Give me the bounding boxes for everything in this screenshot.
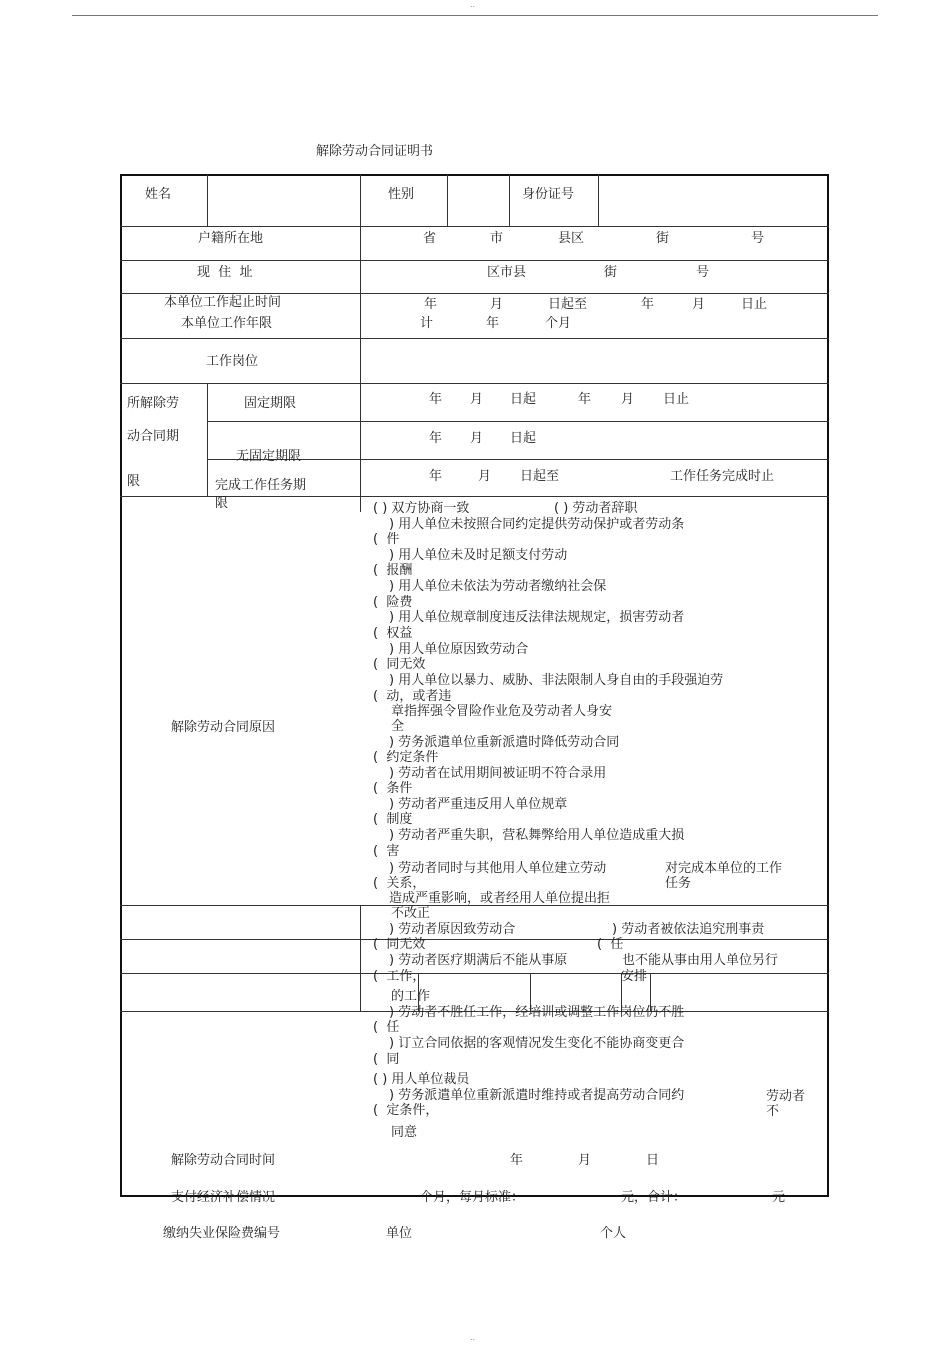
- reason-line: ( 约定条件: [373, 750, 439, 765]
- row-divider: [120, 260, 829, 261]
- reason-line: ) 劳动者被依法追究刑事责: [612, 922, 765, 937]
- footer-mark: ..: [470, 1333, 476, 1342]
- fixed-end-year: 年: [578, 392, 592, 407]
- termination-date-day: 日: [646, 1153, 660, 1168]
- termination-date-year: 年: [510, 1153, 524, 1168]
- col-divider: [207, 174, 208, 226]
- household-county: 县区: [558, 231, 585, 246]
- reason-line: ) 劳动者原因致劳动合: [389, 922, 516, 937]
- row-divider: [120, 939, 829, 940]
- reason-line: ( 定条件，: [373, 1103, 439, 1118]
- task-start-year: 年: [429, 469, 443, 484]
- name-label: 姓名: [145, 187, 172, 202]
- id-number-label: 身份证号: [522, 187, 575, 202]
- compensation-total-label: 元，合计：: [621, 1190, 687, 1205]
- termination-date-label: 解除劳动合同时间: [171, 1153, 276, 1168]
- reason-line: ) 用人单位未按照合同约定提供劳动保护或者劳动条: [389, 517, 685, 532]
- reason-line: ) 劳动者不胜任工作，经培训或调整工作岗位仍不胜: [389, 1005, 685, 1020]
- col-divider: [598, 174, 599, 226]
- col-divider: [360, 174, 361, 512]
- household-number: 号: [751, 231, 765, 246]
- reason-line: ) 劳动者医疗期满后不能从事原: [389, 953, 568, 968]
- row-divider: [208, 459, 829, 460]
- reason-line: 任务: [665, 876, 692, 891]
- open-term-label: 无固定期限: [236, 449, 302, 464]
- reason-line: ) 劳动者在试用期间被证明不符合录用: [389, 766, 607, 781]
- reason-line: 不: [766, 1104, 780, 1119]
- fixed-end-month: 月: [621, 392, 635, 407]
- compensation-unit: 元: [772, 1190, 786, 1205]
- reason-line: ) 用人单位原因致劳动合: [389, 642, 529, 657]
- reason-line: 也不能从事由用人单位另行: [622, 953, 779, 968]
- address-street: 街: [604, 265, 618, 280]
- row-divider: [208, 421, 829, 422]
- job-position-label: 工作岗位: [206, 354, 259, 369]
- reason-line: ( 件: [373, 532, 400, 547]
- reason-line: 的工作: [391, 989, 431, 1004]
- work-end-month: 月: [692, 297, 706, 312]
- task-term-label-1: 完成工作任务期: [215, 478, 307, 493]
- reason-line: ( 报酬: [373, 563, 413, 578]
- row-divider: [120, 226, 829, 227]
- work-end-day: 日止: [741, 297, 768, 312]
- reason-line: ) 劳动者严重失职，营私舞弊给用人单位造成重大损: [389, 828, 685, 843]
- open-start-day: 日起: [510, 431, 537, 446]
- fixed-start-year: 年: [429, 392, 443, 407]
- reason-line: 全: [391, 719, 405, 734]
- page-title: 解除劳动合同证明书: [316, 144, 434, 159]
- termination-date-month: 月: [578, 1153, 592, 1168]
- reason-line: ) 劳务派遣单位重新派遣时维持或者提高劳动合同约: [389, 1088, 685, 1103]
- contract-period-label-2: 动合同期: [127, 429, 180, 444]
- open-start-year: 年: [429, 431, 443, 446]
- work-period-label: 本单位工作起止时间: [164, 295, 282, 310]
- row-divider: [120, 293, 829, 294]
- col-divider: [447, 174, 448, 226]
- reason-line: ( 任: [373, 1020, 400, 1035]
- reason-line: 安排: [621, 969, 648, 984]
- work-years-label: 本单位工作年限: [181, 316, 273, 331]
- task-start-month: 月: [478, 469, 492, 484]
- work-total-years: 年: [486, 316, 500, 331]
- header-rule: [72, 15, 878, 16]
- col-divider: [360, 905, 361, 1011]
- household-city: 市: [490, 231, 504, 246]
- reason-line: ( 制度: [373, 812, 413, 827]
- compensation-months: 个月，每月标准：: [420, 1190, 525, 1205]
- col-divider: [509, 174, 510, 226]
- work-end-year: 年: [641, 297, 655, 312]
- row-divider: [120, 973, 829, 974]
- fixed-end-day: 日止: [663, 392, 690, 407]
- reason-line: ( ) 用人单位裁员: [373, 1072, 470, 1087]
- reason-line: ) 劳动者严重违反用人单位规章: [389, 797, 568, 812]
- reason-line: 同意: [391, 1125, 418, 1140]
- col-divider: [207, 383, 208, 496]
- reason-line: ( 害: [373, 844, 400, 859]
- reason-line: ( 险费: [373, 595, 413, 610]
- row-divider: [120, 383, 829, 384]
- reason-line: ( 同: [373, 1052, 400, 1067]
- compensation-label: 支付经济补偿情况: [171, 1190, 276, 1205]
- reason-line: ( 同无效: [373, 657, 426, 672]
- reason-line: ( ) 双方协商一致: [373, 501, 470, 516]
- insurance-number-label: 缴纳失业保险费编号: [163, 1226, 281, 1241]
- reason-line: 造成严重影响，或者经用人单位提出拒: [389, 891, 611, 906]
- reason-line: ( 权益: [373, 626, 413, 641]
- work-total-months: 个月: [545, 316, 572, 331]
- fixed-start-day: 日起: [510, 392, 537, 407]
- reason-line: ( 任: [597, 937, 624, 952]
- fixed-term-label: 固定期限: [244, 396, 297, 411]
- work-total-label: 计: [420, 316, 434, 331]
- row-divider: [120, 338, 829, 339]
- address-label: 现 住 址: [197, 265, 253, 280]
- reason-line: 不改正: [391, 906, 431, 921]
- reason-line: ) 用人单位未依法为劳动者缴纳社会保: [389, 579, 607, 594]
- household-label: 户籍所在地: [198, 231, 264, 246]
- reason-line: ) 用人单位以暴力、威胁、非法限制人身自由的手段强迫劳: [389, 673, 724, 688]
- contract-period-label-1: 所解除劳: [127, 396, 180, 411]
- reason-line: ) 劳务派遣单位重新派遣时降低劳动合同: [389, 735, 620, 750]
- work-start-year: 年: [424, 297, 438, 312]
- household-street: 街: [656, 231, 670, 246]
- reason-line: 章指挥强令冒险作业危及劳动者人身安: [391, 704, 613, 719]
- task-term-label-2: 限: [215, 496, 229, 511]
- termination-reason-label: 解除劳动合同原因: [171, 720, 276, 735]
- gender-label: 性别: [388, 187, 415, 202]
- task-start-day: 日起至: [520, 469, 560, 484]
- reason-line: ) 订立合同依据的客观情况发生变化不能协商变更合: [389, 1036, 685, 1051]
- reason-line: ) 劳动者同时与其他用人单位建立劳动: [389, 861, 607, 876]
- reason-line: ( 动，或者违: [373, 689, 452, 704]
- work-start-day: 日起至: [548, 297, 588, 312]
- reason-line: ) 用人单位未及时足额支付劳动: [389, 548, 568, 563]
- task-end: 工作任务完成时止: [670, 469, 775, 484]
- address-district: 区市县: [487, 265, 527, 280]
- reason-line: ) 用人单位规章制度违反法律法规规定，损害劳动者: [389, 610, 685, 625]
- reason-line: ( 同无效: [373, 937, 426, 952]
- contract-period-label-3: 限: [127, 474, 141, 489]
- header-mark: ..: [470, 0, 476, 9]
- insurance-personal: 个人: [600, 1226, 627, 1241]
- household-province: 省: [423, 231, 437, 246]
- work-start-month: 月: [490, 297, 504, 312]
- reason-line: 对完成本单位的工作: [665, 861, 783, 876]
- reason-line: ( 条件: [373, 781, 413, 796]
- fixed-start-month: 月: [470, 392, 484, 407]
- reason-line: ( ) 劳动者辞职: [554, 501, 638, 516]
- insurance-employer: 单位: [386, 1226, 413, 1241]
- reason-line: 劳动者: [766, 1089, 806, 1104]
- reason-line: ( 工作，: [373, 969, 426, 984]
- reason-line: ( 关系，: [373, 876, 426, 891]
- address-number: 号: [696, 265, 710, 280]
- open-start-month: 月: [470, 431, 484, 446]
